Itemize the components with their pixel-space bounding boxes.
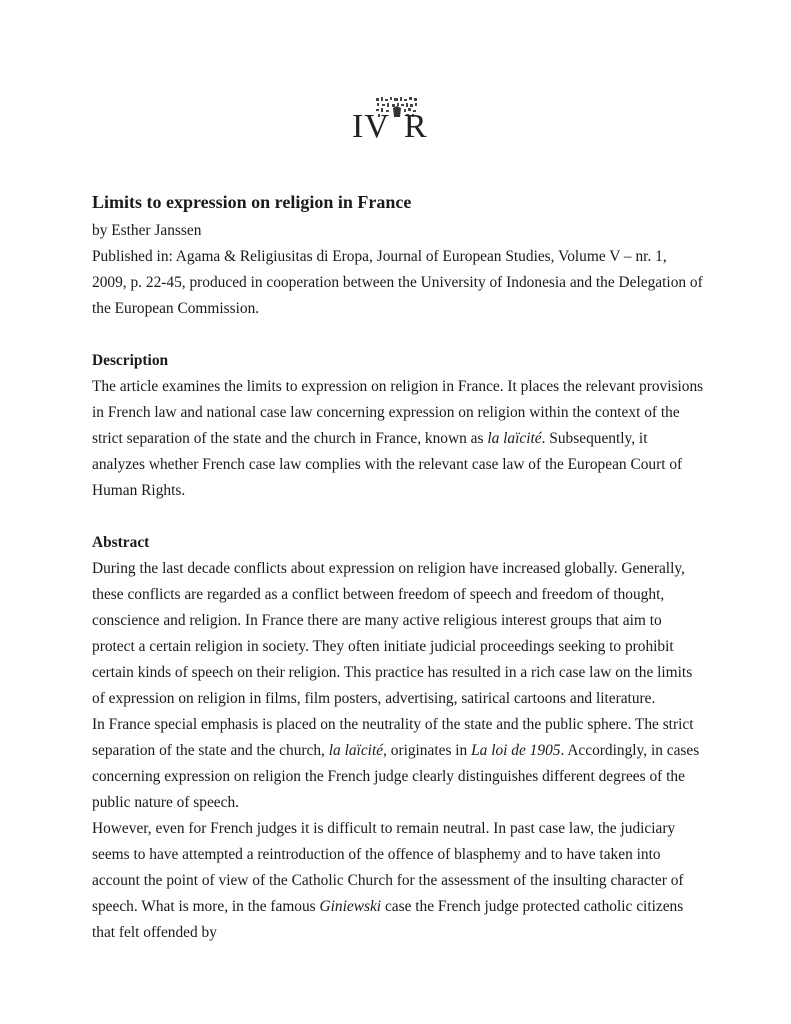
abstract-p2-text-b: , originates in <box>383 742 472 759</box>
abstract-paragraph-2 <box>92 712 704 816</box>
document-body <box>92 190 704 946</box>
logo-text: IV R <box>352 108 428 145</box>
description-heading: Description <box>92 352 169 369</box>
description-italic: la laïcité <box>487 430 542 447</box>
abstract-p2-italic-2: La loi de 1905 <box>471 742 561 759</box>
abstract-heading: Abstract <box>92 534 150 551</box>
publication-info: Published in: Agama & Religiusitas di Eropa, Journal of European Studies, Volume V – nr. 1, 2009, p. 22-45, produced in cooperation between the University of Indonesia and the Delegation of the European Commission. <box>92 248 703 317</box>
description-text-1: The article examines the limits to expression on religion in France. It places the relevant provisions in French law and national case law concerning expression on religion within the context of the strict separation of the state and the church in France, known as <box>92 378 704 447</box>
description-text-2: . Subsequently, it analyzes whether French case law complies with the relevant case law of the European Court of Human Rights. <box>92 430 683 499</box>
description-text <box>92 374 704 504</box>
ivir-logo <box>352 96 442 146</box>
abstract-p2-text-c: . Accordingly, in cases concerning expression on religion the French judge clearly distinguishes different degrees of the public nature of speech. <box>92 742 700 811</box>
document-title: Limits to expression on religion in France <box>92 192 412 212</box>
abstract-p3-text-b: case the French judge protected catholic citizens that felt offended by <box>92 898 684 941</box>
abstract-p3-italic: Giniewski <box>319 898 382 915</box>
author-line: by Esther Janssen <box>92 222 202 239</box>
abstract-paragraph-1: During the last decade conflicts about expression on religion have increased globally. Generally, these conflicts are regarded as a conflict between freedom of speech and freedom of thought, conscience and religion. In France there are many active religious interest groups that aim to protect a certain religion in society. They often initiate judicial proceedings seeking to prohibit certain kinds of speech on their religion. This practice has resulted in a rich case law on the limits of expression on religion in films, film posters, advertising, satirical cartoons and literature. <box>92 560 693 707</box>
abstract-paragraph-3 <box>92 816 704 946</box>
abstract-p3-text-a: However, even for French judges it is difficult to remain neutral. In past case law, the judiciary seems to have attempted a reintroduction of the offence of blasphemy and to have taken into account the point of view of the Catholic Church for the assessment of the insulting character of speech. What is more, in the famous <box>92 820 684 915</box>
abstract-p2-text-a: In France special emphasis is placed on the neutrality of the state and the public sphere. The strict separation of the state and the church, <box>92 716 694 759</box>
abstract-p2-italic-1: la laïcité <box>328 742 384 759</box>
